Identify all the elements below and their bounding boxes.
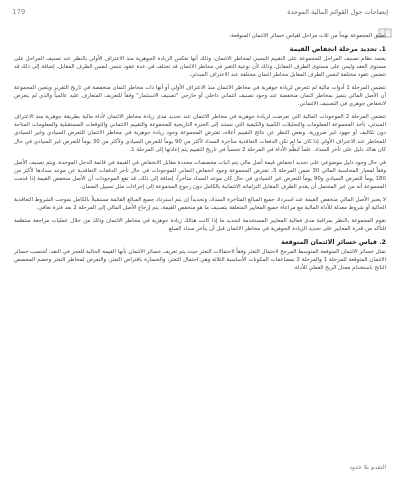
document-body [14,32,386,277]
intro-paragraph: تطبق المجموعة نهجاً من ثلاث مراحل لقياس خسائر الائتمان المتوقعة: [229,33,386,39]
section-1-paragraph: يعتمد نظام تصنيف المراحل للمجموعة على التقييم النسبي لمخاطر الائتمان، وذلك أنها تعكس الزيادة الجوهرية منذ الاعتراف الأولي بالنظر عند تصنيف المراحل على مستوى العقد وليس على مستوى الطرف المقابل، وذلك لأن نوعية التغير في مخاطر الائتمان قد تختلف في عدة عقود تنتمي لنفس الطرف المقابل، إضافة إلى ذلك قد تتضمن عقود مختلفة لنفس الطرف المقابل مخاطر ائتمان مختلفة عند الاعتراف المبدئي. [14,55,386,79]
page-number: 179 [12,8,26,16]
page-footer [14,464,386,471]
section-1-paragraph: تقوم المجموعة بالنظر بمراقبة مدى فعالية المعايير المستخدمة لتحديد ما إذا كانت هنالك زيادة جوهرية في مخاطر الائتمان وذلك من خلال عمليات مراجعة منتظمة للتأكد من قدرة المعايير على تحديد الزيادة الجوهرية في مخاطر الائتمان قبل أن يتأخر سداد المبلغ. [14,217,386,233]
section-1-heading: 1. تحديد مرحلة انخفاض القيمة [289,44,386,53]
page-header [12,8,388,22]
footer-text: التقدم بلا حدود [349,464,386,471]
running-title: إيضاحات حول القوائم المالية الموحدة [287,8,388,16]
section-1-paragraph: تتضمن المرحلة 2 الموجودات المالية التي تعرضت لزيادة جوهرية في مخاطر الائتمان عند تحديد مدى زيادة مخاطر الائتمان لأداة مالية بطريقة جوهرية منذ الاعتراف المبدئي، تأخذ المجموعة المعلومات والتحليلات الكمية والكيفية التي تستند إلى الخبرة التاريخية للمجموعة والتقييم الائتماني والتوقعات المستقبلية والمعلومات المتاحة دون تكاليف أو جهود غير ضرورية. وبغض النظر عن نتائج التقييم أعلاه، تفترض المجموعة وجود زيادة جوهرية في مخاطر الائتمان للتعرض السيادي وغير السيادي للمخاطر عند الاعتراف الأولي إذا كان ما لم تكن الدفعات التعاقدية متأخرة السداد لأكثر من 90 يوماً للتعرض السيادي ولأكثر من 30 يوماً للتعرض غير السيادي في حال كان هناك دليل على تأخر السداد. علماً تُنظَّم الأداة في المرحلة 2 تحسباً في تاريخ التقييم يتم إعادتها إلى المرحلة 1. [14,113,387,153]
section-2-paragraph: تمثل خسائر الائتمان المتوقعة المتوسط المرجح لاحتمال التعثر وفقاً لاحتمالات التعثر حيث يتم تعريف خسائر الائتمان بأنها القيمة الحالية للعجز في النقد. تُحتسب خسائر الائتمان المتوقعة للمرحلة 1 والمرحلة 2 بمضاعفات المكونات الأساسية الثلاثة وهي احتمال التعثر، والخسارة بافتراض التعثر، والتعرض لمخاطر التعثر وخصم المخصص الناتج باستخدام معدل الربح الفعلي للأداة. [14,248,386,272]
section-1-paragraph: لا يعتبر الأصل المالي منخفض القيمة عند استرداد جميع المبالغ المتأخرة السداد، وتحديداً إن يتم استرداد جميع المبالغ القائمة مستقبلاً بالكامل بموجب الشروط التعاقدية الحالية أو شروط معدلة للأداة المالية مع مراعاة جميع المعايير المتعلقة بتصنيف ما هو منخفض القيمة، يتم إرجاع الأصل المالي إلى المرحلة 2 بعد فترة تعافي. [14,196,386,212]
section-1-paragraph: تتضمن المرحلة 1 أدوات مالية لم تتعرض لزيادة جوهرية في مخاطر الائتمان منذ الاعتراف الأولي أو أنها ذات مخاطر ائتمان منخفضة في تاريخ التقرير ويتعين المجموعة أن الأصل المالي يتميز بمخاطر ائتمان منخفضة عند وجود تصنيف ائتماني داخلي أو خارجي "تصنيف الاستثمار" وفقاً للتعريف المتعارف عليه عالمياً والذي لم يتعرض لانخفاض جوهري في التصنيف الائتماني. [14,84,386,108]
section-2-heading: 2. قياس خسائر الائتمان المتوقعة [281,237,386,246]
section-1-paragraph: في حال وجود دليل موضوعي على تحديد انخفاض قيمة أصل مالي يتم اثبات مخصصات محددة مقابل الانخفاض في القيمة في قائمة الدخل الموحدة، ويتم تصنيف الأصل وفقاً لمعيار المحاسبة المالي 30 ضمن المرحلة 3، تفترض المجموعة وجود انخفاض ائتماني للموجودات في حال تأخر الدفعات التعاقدية عن موعد سدادها لأكثر من 180 يوماً للتعرض السيادي و90 يوماً للتعرض غير السيادي في حال كان موعد السداد متأخراً، إضافة إلى ذلك، قد تقع الموجودات أن الأصل منخفض القيمة إذا قدمت المجموعة أنه من غير المحتمل أن يقدم الطرف المقابل التزاماته الائتمانية بالكامل دون رجوع المجموعة إلى إجراءات مثل تسييل الضمان. [14,159,386,191]
